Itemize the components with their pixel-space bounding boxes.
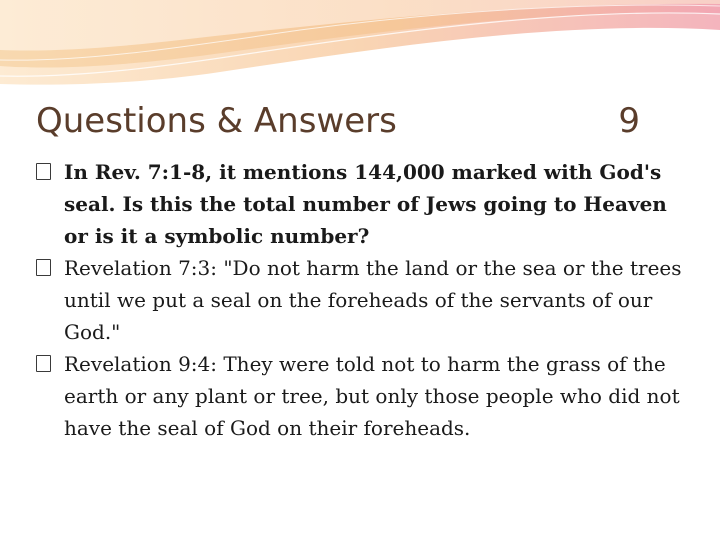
slide-title: Questions & Answers bbox=[36, 101, 397, 141]
bullet-question bbox=[34, 156, 684, 252]
bullet-list bbox=[34, 156, 684, 444]
bullet-answer-rev-7-3 bbox=[34, 252, 684, 348]
bullet-text: Revelation 7:3: "Do not harm the land or the sea or the trees until we put a seal on the foreheads of the servants of our God." bbox=[64, 256, 682, 344]
slide-number: 9 bbox=[618, 101, 640, 141]
bullet-text: In Rev. 7:1-8, it mentions 144,000 marked with God's seal. Is this the total number of Jews going to Heaven or is it a symbolic number? bbox=[64, 160, 667, 248]
checkbox-bullet-icon bbox=[36, 163, 51, 180]
checkbox-bullet-icon bbox=[36, 259, 51, 276]
bullet-text: Revelation 9:4: They were told not to harm the grass of the earth or any plant or tree, but only those people who did not have the seal of God on their foreheads. bbox=[64, 352, 680, 440]
checkbox-bullet-icon bbox=[36, 355, 51, 372]
decorative-banner bbox=[0, 0, 720, 90]
bullet-answer-rev-9-4 bbox=[34, 348, 684, 444]
